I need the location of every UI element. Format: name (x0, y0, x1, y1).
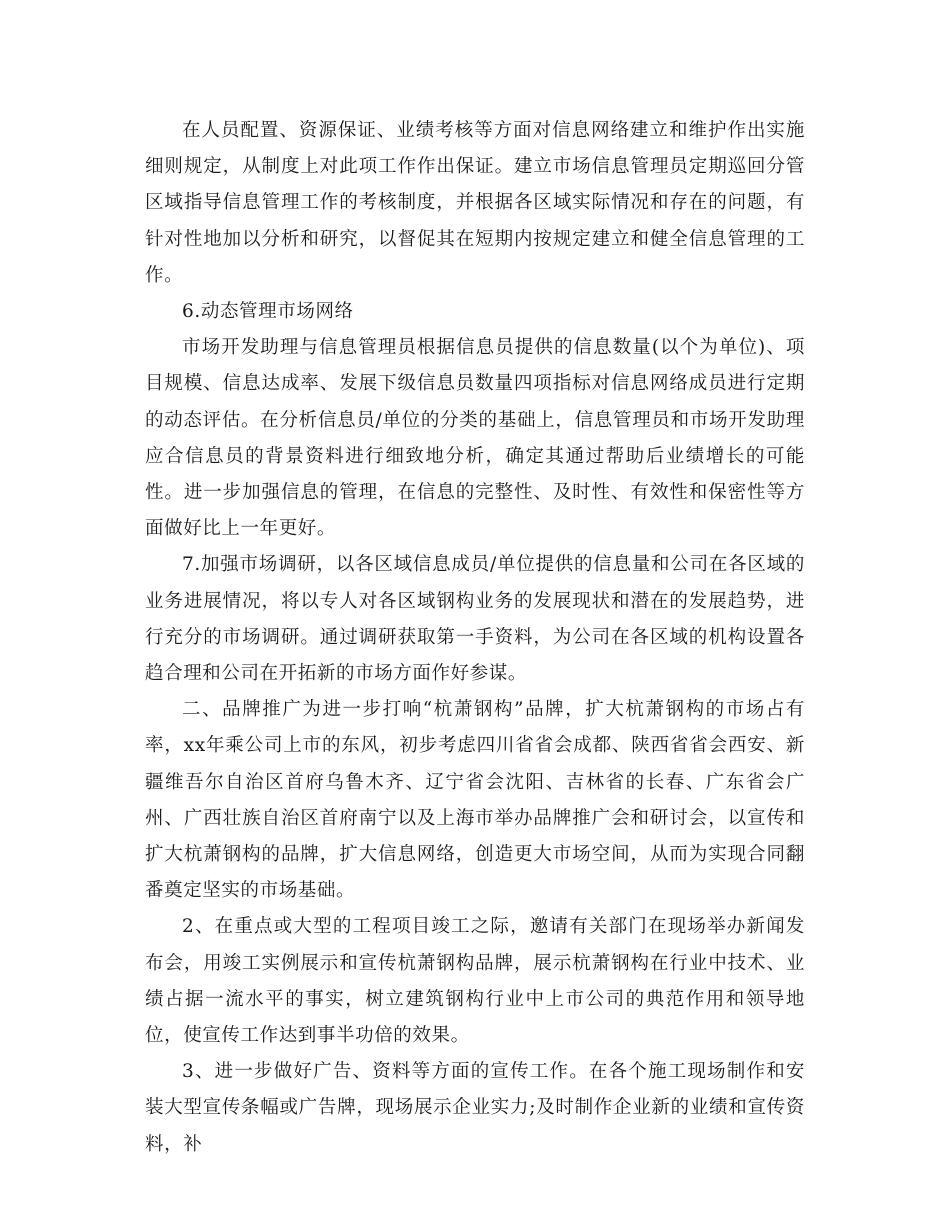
paragraph-advertising: 3、进一步做好广告、资料等方面的宣传工作。在各个施工现场制作和安装大型宣传条幅或广告牌，现场展示企业实力;及时制作企业新的业绩和宣传资料，补 (145, 1061, 805, 1155)
document-body (145, 113, 805, 1163)
paragraph-heading-dynamic-management: 6.动态管理市场网络 (182, 301, 354, 323)
paragraph-market-research: 7.加强市场调研，以各区域信息成员/单位提供的信息量和公司在各区域的业务进展情况，将以专人对各区域钢构业务的发展现状和潜在的发展趋势，进行充分的市场调研。通过调研获取第一手资料，为公司在各区域的机构设置各趋合理和公司在开拓新的市场方面作好参谋。 (145, 554, 805, 685)
paragraph-brand-promotion: 二、品牌推广为进一步打响“杭萧钢构”品牌，扩大杭萧钢构的市场占有率，xx年乘公司上市的东风，初步考虑四川省省会成都、陕西省省会西安、新疆维吾尔自治区首府乌鲁木齐、辽宁省会沈阳、吉林省的长春、广东省会广州、广西壮族自治区首府南宁以及上海市举办品牌推广会和研讨会，以宣传和扩大杭萧钢构的品牌，扩大信息网络，创造更大市场空间，从而为实现合同翻番奠定坚实的市场基础。 (145, 699, 805, 902)
paragraph-dynamic-evaluation: 市场开发助理与信息管理员根据信息员提供的信息数量(以个为单位)、项目规模、信息达成率、发展下级信息员数量四项指标对信息网络成员进行定期的动态评估。在分析信息员/单位的分类的基础上，信息管理员和市场开发助理应合信息员的背景资料进行细致地分析，确定其通过帮助后业绩增长的可能性。进一步加强信息的管理，在信息的完整性、及时性、有效性和保密性等方面做好比上一年更好。 (145, 337, 805, 540)
paragraph-press-conference: 2、在重点或大型的工程项目竣工之际，邀请有关部门在现场举办新闻发布会，用竣工实例展示和宣传杭萧钢构品牌，展示杭萧钢构在行业中技术、业绩占据一流水平的事实，树立建筑钢构行业中上市公司的典范作用和领导地位，使宣传工作达到事半功倍的效果。 (145, 916, 805, 1047)
paragraph-info-network-rules: 在人员配置、资源保证、业绩考核等方面对信息网络建立和维护作出实施细则规定，从制度上对此项工作作出保证。建立市场信息管理员定期巡回分管区域指导信息管理工作的考核制度，并根据各区域实际情况和存在的问题，有针对性地加以分析和研究，以督促其在短期内按规定建立和健全信息管理的工作。 (145, 120, 805, 286)
